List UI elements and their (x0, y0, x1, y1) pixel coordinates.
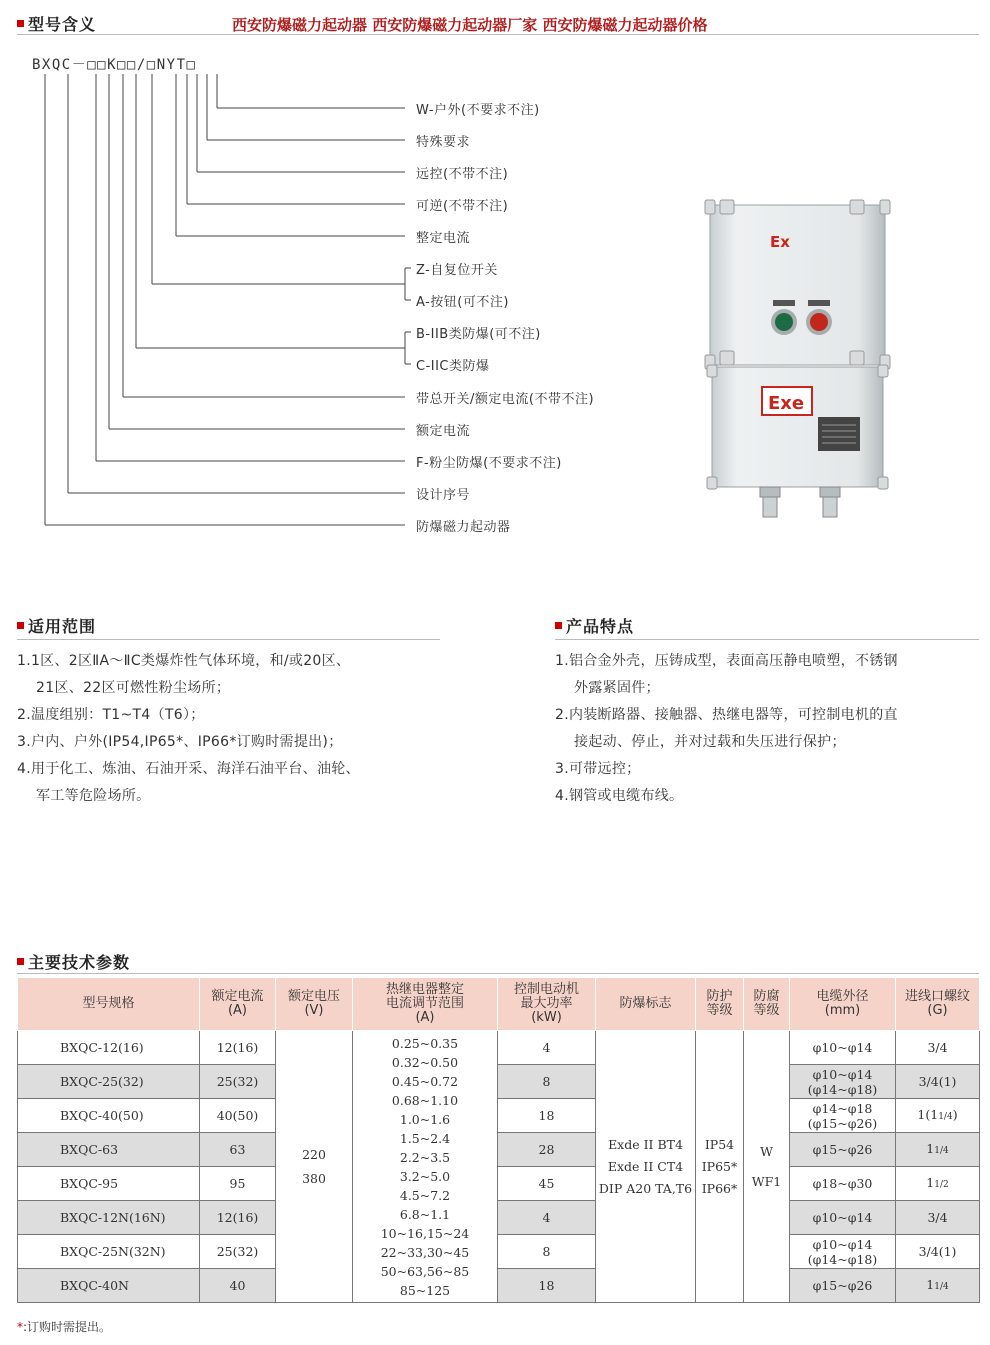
column-header: 控制电动机 最大功率 (kW) (498, 978, 596, 1031)
model-label: F-粉尘防爆(不要求不注) (416, 456, 562, 471)
cell-power: 8 (498, 1065, 596, 1099)
cell-cable: φ10~φ14 (790, 1201, 896, 1235)
cell-current: 12(16) (200, 1201, 276, 1235)
model-code: BXQC－□□K□□/□NYT□ (32, 57, 197, 73)
cell-cable: φ10~φ14 (φ14~φ18) (790, 1235, 896, 1269)
table-row (18, 1269, 980, 1303)
section-title-text: 主要技术参数 (28, 953, 131, 972)
column-header: 热继电器整定 电流调节范围 (A) (353, 978, 498, 1031)
model-label: 设计序号 (416, 488, 471, 503)
cell-cable: φ15~φ26 (790, 1269, 896, 1303)
column-header: 防护 等级 (696, 978, 744, 1031)
stop-button-icon (810, 313, 828, 331)
section-divider (17, 639, 440, 640)
cell-power: 4 (498, 1201, 596, 1235)
cell-current: 40 (200, 1269, 276, 1303)
features-list (555, 648, 898, 810)
feature-line: 1.铝合金外壳，压铸成型，表面高压静电喷塑，不锈钢 (555, 653, 898, 669)
table-row (18, 1235, 980, 1269)
section-marker (17, 622, 24, 629)
cell-model: BXQC-12(16) (18, 1031, 200, 1065)
cell-thread: 1(11/4) (896, 1099, 980, 1133)
cell-thread: 11/4 (896, 1269, 980, 1303)
cell-power: 4 (498, 1031, 596, 1065)
section-marker (17, 958, 24, 965)
nameplate (818, 417, 860, 451)
cell-thread: 3/4 (896, 1201, 980, 1235)
cell-current: 25(32) (200, 1065, 276, 1099)
product-photo (700, 195, 900, 525)
section-title-text: 适用范围 (28, 617, 97, 636)
feature-line: 4.钢管或电缆布线。 (555, 788, 684, 804)
cell-cable: φ10~φ14 (φ14~φ18) (790, 1065, 896, 1099)
cell-cable: φ10~φ14 (790, 1031, 896, 1065)
column-header: 防腐 等级 (744, 978, 790, 1031)
cell-model: BXQC-25(32) (18, 1065, 200, 1099)
model-label: 可逆(不带不注) (416, 199, 509, 214)
feature-line: 3.可带远控； (555, 761, 641, 777)
scope-line: 军工等危险场所。 (17, 788, 151, 804)
column-header: 型号规格 (18, 978, 200, 1031)
feature-line: 外露紧固件； (555, 680, 660, 696)
cell-model: BXQC-25N(32N) (18, 1235, 200, 1269)
feature-line: 2.内装断路器、接触器、热继电器等，可控制电机的直 (555, 707, 898, 723)
cell-current: 95 (200, 1167, 276, 1201)
cell-power: 28 (498, 1133, 596, 1167)
cell-cable: φ15~φ26 (790, 1133, 896, 1167)
cell-current: 63 (200, 1133, 276, 1167)
column-header: 进线口螺纹 (G) (896, 978, 980, 1031)
section-divider (17, 973, 979, 974)
section-title-scope (17, 614, 96, 637)
cell-ip: IP54 IP65* IP66* (696, 1031, 744, 1303)
scope-line: 3.户内、户外(IP54,IP65*、IP66*订购时需提出)； (17, 734, 343, 750)
cell-cable: φ18~φ30 (790, 1167, 896, 1201)
scope-list (17, 648, 360, 810)
model-label: 整定电流 (416, 231, 471, 246)
feature-line: 接起动、停止，并对过载和失压进行保护； (555, 734, 846, 750)
cell-power: 18 (498, 1099, 596, 1133)
model-label: C-IIC类防爆 (416, 359, 490, 374)
table-row (18, 1167, 980, 1201)
footnote-star: * (17, 1320, 23, 1334)
cell-model: BXQC-95 (18, 1167, 200, 1201)
cell-cable: φ14~φ18 (φ15~φ26) (790, 1099, 896, 1133)
table-row (18, 1201, 980, 1235)
cell-current: 40(50) (200, 1099, 276, 1133)
model-label: A-按钮(可不注) (416, 295, 509, 310)
model-label: Z-自复位开关 (416, 263, 498, 278)
cell-thread: 3/4(1) (896, 1065, 980, 1099)
column-header: 额定电流 (A) (200, 978, 276, 1031)
cell-thread: 3/4 (896, 1031, 980, 1065)
footnote (17, 1318, 111, 1335)
cell-relay-range: 0.25~0.35 0.32~0.50 0.45~0.72 0.68~1.10 1.0~1.6 1.5~2.4 2.2~3.5 3.2~5.0 4.5~7.2 6.8~1.1 10~16,15~24 22~33,30~45 50~63,56~85 85~125 (353, 1031, 498, 1303)
section-marker (555, 622, 562, 629)
table-row (18, 1031, 980, 1065)
model-label: 带总开关/额定电流(不带不注) (416, 392, 595, 407)
model-label: 额定电流 (416, 424, 471, 439)
model-label: 防爆磁力起动器 (416, 520, 511, 535)
section-title-params (17, 950, 130, 973)
scope-line: 21区、22区可燃性粉尘场所； (17, 680, 231, 696)
cell-thread: 11/4 (896, 1133, 980, 1167)
cell-current: 12(16) (200, 1031, 276, 1065)
cell-current: 25(32) (200, 1235, 276, 1269)
footnote-text: :订购时需提出。 (23, 1320, 112, 1334)
section-title-text: 型号含义 (28, 15, 97, 34)
scope-line: 1.1区、2区ⅡA～ⅡC类爆炸性气体环境，和/或20区、 (17, 653, 351, 669)
table-row (18, 1099, 980, 1133)
cell-ex-mark: Exde II BT4 Exde II CT4 DIP A20 TA,T6 (596, 1031, 696, 1303)
model-label: B-IIB类防爆(可不注) (416, 327, 541, 342)
cell-model: BXQC-40N (18, 1269, 200, 1303)
model-label: 远控(不带不注) (416, 167, 509, 182)
scope-line: 2.温度组别：T1~T4（T6）； (17, 707, 205, 723)
exe-label: Exe (768, 393, 805, 414)
ex-label: Ex (770, 233, 790, 251)
section-title-features (555, 614, 634, 637)
cell-power: 45 (498, 1167, 596, 1201)
page-banner: 西安防爆磁力起动器 西安防爆磁力起动器厂家 西安防爆磁力起动器价格 (232, 16, 708, 34)
cell-anticorrosion: W WF1 (744, 1031, 790, 1303)
cell-power: 8 (498, 1235, 596, 1269)
start-button-icon (775, 313, 793, 331)
cell-thread: 11/2 (896, 1167, 980, 1201)
table-row (18, 1065, 980, 1099)
column-header: 防爆标志 (596, 978, 696, 1031)
cell-voltage: 220 380 (276, 1031, 353, 1303)
cell-power: 18 (498, 1269, 596, 1303)
section-divider (555, 639, 979, 640)
cell-thread: 3/4(1) (896, 1235, 980, 1269)
spec-table (17, 977, 980, 1303)
cell-model: BXQC-40(50) (18, 1099, 200, 1133)
table-header-row (18, 978, 980, 1031)
cell-model: BXQC-12N(16N) (18, 1201, 200, 1235)
table-row (18, 1133, 980, 1167)
section-title-text: 产品特点 (566, 617, 635, 636)
model-label: W-户外(不要求不注) (416, 103, 540, 118)
model-label: 特殊要求 (416, 135, 471, 150)
scope-line: 4.用于化工、炼油、石油开采、海洋石油平台、油轮、 (17, 761, 360, 777)
column-header: 额定电压 (V) (276, 978, 353, 1031)
column-header: 电缆外径 (mm) (790, 978, 896, 1031)
cell-model: BXQC-63 (18, 1133, 200, 1167)
